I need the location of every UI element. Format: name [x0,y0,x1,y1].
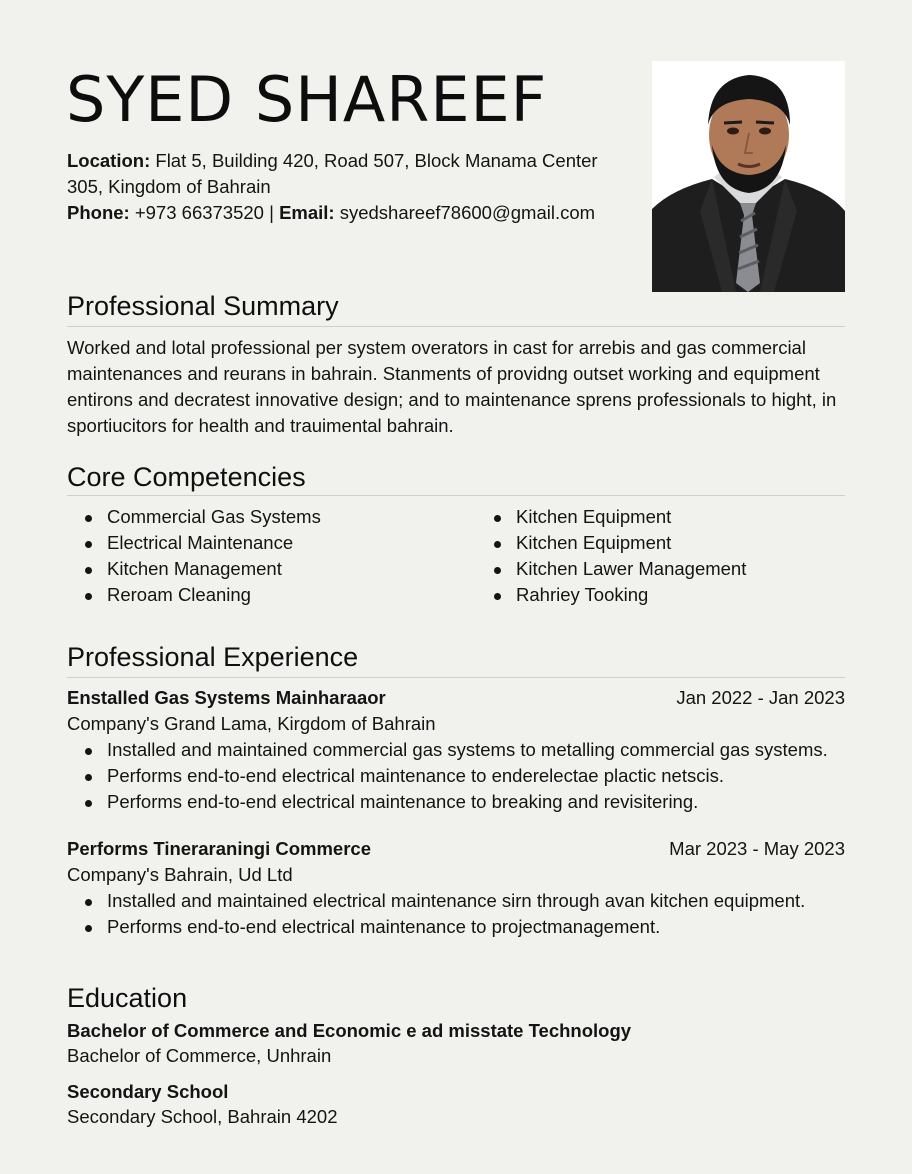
list-item: Electrical Maintenance [67,530,321,556]
job-dates: Jan 2022 - Jan 2023 [676,687,845,708]
education-school: Secondary School, Bahrain 4202 [67,1106,338,1127]
candidate-name: SYED SHAREEF [66,63,548,136]
summary-text: Worked and lotal professional per system overators in cast for arrebis and gas commercial maintenances and reurans in bahrain. Stanments of providng outset working and equipment entirons and decratest innovative design; and to maintenance sprens professionals to hight, in sportiucitors for health and trauimental bahrain. [67,337,837,436]
location-label: Location: [67,150,151,171]
section-divider [67,677,845,678]
list-item: Performs end-to-end electrical maintenance to enderelectae plactic netscis. [67,763,867,789]
separator: | [269,202,274,223]
location-line [67,148,627,200]
education-school: Bachelor of Commerce, Unhrain [67,1045,332,1066]
list-item: Kitchen Equipment [476,530,746,556]
list-item: Performs end-to-end electrical maintenance to breaking and revisitering. [67,789,867,815]
education-degree: Secondary School [67,1081,229,1102]
list-item: Reroam Cleaning [67,582,321,608]
list-item: Rahriey Tooking [476,582,746,608]
section-divider [67,326,845,327]
list-item: Kitchen Equipment [476,504,746,530]
phone-value: +973 66373520 [134,202,264,223]
portrait-image [652,61,845,292]
competencies-right-list [476,504,746,608]
list-item: Performs end-to-end electrical maintenance to projectmanagement. [67,914,867,940]
list-item: Commercial Gas Systems [67,504,321,530]
email-label: Email: [279,202,335,223]
job-title: Performs Tineraraningi Commerce [67,838,371,859]
list-item: Kitchen Management [67,556,321,582]
list-item: Kitchen Lawer Management [476,556,746,582]
section-divider [67,495,845,496]
job-bullets [67,888,867,940]
summary-heading: Professional Summary [67,291,339,321]
education-degree: Bachelor of Commerce and Economic e ad misstate Technology [67,1020,632,1041]
job-company: Company's Grand Lama, Kirgdom of Bahrain [67,713,436,734]
job-bullets [67,737,867,815]
phone-email-line [67,200,627,226]
job-dates: Mar 2023 - May 2023 [669,838,845,859]
job-company: Company's Bahrain, Ud Ltd [67,864,293,885]
phone-label: Phone: [67,202,130,223]
list-item: Installed and maintained electrical maintenance sirn through avan kitchen equipment. [67,888,867,914]
contact-info [67,148,627,226]
email-value: syedshareef78600@gmail.com [339,202,596,223]
list-item: Installed and maintained commercial gas systems to metalling commercial gas systems. [67,737,867,763]
location-value: Flat 5, Building 420, Road 507, Block Manama Center 305, Kingdom of Bahrain [67,150,598,197]
profile-photo [652,61,845,292]
education-heading: Education [67,983,188,1013]
competencies-heading: Core Competencies [67,462,306,492]
job-title: Enstalled Gas Systems Mainharaaor [67,687,386,708]
competencies-left-list [67,504,321,608]
experience-heading: Professional Experience [67,642,359,672]
